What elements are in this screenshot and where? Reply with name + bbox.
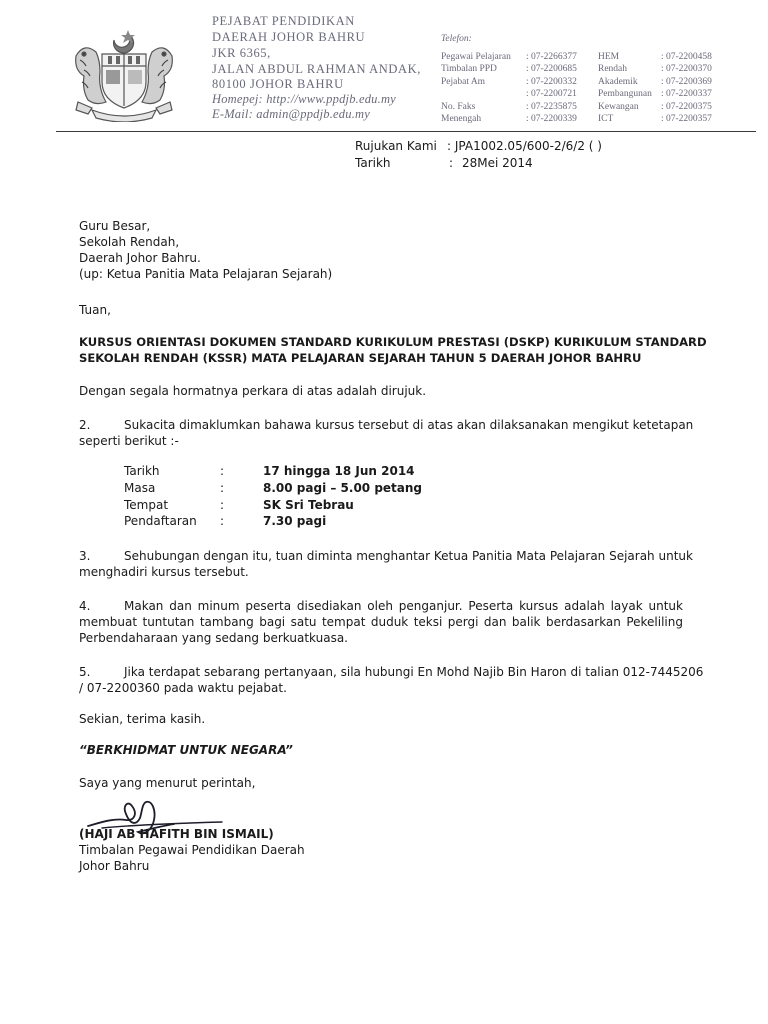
phones-right-labels — [598, 51, 652, 125]
office-email: E-Mail: admin@ppdjb.edu.my — [212, 107, 370, 121]
telefon-heading: Telefon: — [441, 34, 472, 44]
phone-label: Pejabat Am — [441, 76, 486, 87]
para-number: 4. — [79, 599, 91, 613]
letterhead-divider — [56, 131, 756, 132]
signatory-name: (HAJI AB HAFITH BIN ISMAIL) — [79, 827, 274, 841]
recipient-line: (up: Ketua Panitia Mata Pelajaran Sejarah) — [79, 267, 333, 281]
paragraph-2-line: Sukacita dimaklumkan bahawa kursus tersebut di atas akan dilaksanakan mengikut ketetapan — [124, 418, 694, 432]
closing-line: Sekian, terima kasih. — [79, 712, 206, 726]
phone-label: Rendah — [598, 64, 628, 75]
phone-number: : 07-2200685 — [526, 64, 577, 75]
phone-label — [441, 88, 511, 100]
phone-label: HEM — [598, 52, 620, 62]
paragraph-5-line: / 07-2200360 pada waktu pejabat. — [79, 681, 287, 695]
phone-number: : 07-2200332 — [526, 76, 577, 87]
detail-colon: : — [220, 481, 225, 495]
phone-number: : 07-2266377 — [526, 52, 577, 62]
phone-number: : 07-2200337 — [661, 89, 712, 100]
sign-off: Saya yang menurut perintah, — [79, 776, 256, 790]
detail-label: Pendaftaran — [124, 514, 197, 528]
detail-label: Masa — [124, 481, 156, 495]
salutation: Tuan, — [79, 303, 111, 317]
office-address-line: JALAN ABDUL RAHMAN ANDAK, — [212, 62, 421, 76]
office-name-line: PEJABAT PENDIDIKAN — [212, 14, 355, 28]
coat-of-arms-logo — [62, 26, 186, 122]
phones-left-labels — [441, 51, 511, 125]
rujukan-label: Rujukan Kami — [355, 139, 437, 153]
phone-number: : 07-2235875 — [526, 101, 577, 112]
phone-number: : 07-2200369 — [661, 76, 712, 87]
phone-label: Kewangan — [598, 101, 639, 112]
detail-label: Tempat — [124, 498, 169, 512]
phone-label: Pegawai Pelajaran — [441, 52, 511, 62]
paragraph-4-line: membuat tuntutan tambang bagi satu tempat duduk teksi pergi dan balik berdasarkan Pekeliling — [79, 615, 683, 629]
rujukan-value: : JPA1002.05/600-2/6/2 ( ) — [447, 139, 602, 153]
tarikh-value: 28Mei 2014 — [462, 156, 533, 170]
paragraph-5-line: Jika terdapat sebarang pertanyaan, sila hubungi En Mohd Najib Bin Haron di talian 012-7445206 — [124, 665, 704, 679]
phone-label: Menengah — [441, 113, 482, 124]
phone-label: ICT — [598, 113, 614, 124]
phone-number: : 07-2200721 — [526, 89, 577, 100]
signatory-place: Johor Bahru — [79, 859, 150, 873]
para-number: 3. — [79, 549, 91, 563]
detail-value: 17 hingga 18 Jun 2014 — [263, 464, 415, 478]
detail-value: 7.30 pagi — [263, 514, 327, 528]
phone-label: Akademik — [598, 76, 638, 87]
recipient-line: Daerah Johor Bahru. — [79, 251, 201, 265]
phone-number: : 07-2200370 — [661, 64, 712, 75]
detail-value: SK Sri Tebrau — [263, 498, 354, 512]
detail-label: Tarikh — [124, 464, 160, 478]
office-homepage: Homepej: http://www.ppdjb.edu.my — [212, 92, 396, 106]
signatory-title: Timbalan Pegawai Pendidikan Daerah — [79, 843, 305, 857]
office-postcode-line: 80100 JOHOR BAHRU — [212, 77, 344, 91]
detail-value: 8.00 pagi – 5.00 petang — [263, 481, 423, 495]
phone-number: : 07-2200357 — [661, 113, 712, 124]
subject-line: KURSUS ORIENTASI DOKUMEN STANDARD KURIKULUM PRESTASI (DSKP) KURIKULUM STANDARD — [79, 335, 707, 349]
recipient-line: Sekolah Rendah, — [79, 235, 180, 249]
phones-left-numbers — [526, 51, 577, 125]
phone-number: : 07-2200375 — [661, 101, 712, 112]
office-district-line: DAERAH JOHOR BAHRU — [212, 30, 366, 44]
paragraph-3-line: Sehubungan dengan itu, tuan diminta menghantar Ketua Panitia Mata Pelajaran Sejarah untuk — [124, 549, 693, 563]
paragraph-2-line: seperti berikut :- — [79, 434, 179, 448]
paragraph-3-line: menghadiri kursus tersebut. — [79, 565, 249, 579]
phone-label: Timbalan PPD — [441, 64, 497, 75]
phone-label: Pembangunan — [598, 89, 652, 100]
para-number: 2. — [79, 418, 91, 432]
tarikh-colon: : — [449, 156, 454, 170]
paragraph-4-line: Perbendaharaan yang sedang berkuatkuasa. — [79, 631, 348, 645]
recipient-line: Guru Besar, — [79, 219, 151, 233]
phones-right-numbers — [661, 51, 712, 125]
phone-number: : 07-2200339 — [526, 113, 577, 124]
opening-paragraph: Dengan segala hormatnya perkara di atas adalah dirujuk. — [79, 384, 427, 398]
detail-colon: : — [220, 514, 225, 528]
detail-colon: : — [220, 498, 225, 512]
phone-label: No. Faks — [441, 101, 476, 112]
paragraph-4-line: Makan dan minum peserta disediakan oleh penganjur. Peserta kursus adalah layak untuk — [124, 599, 683, 613]
phone-number: : 07-2200458 — [661, 52, 712, 62]
subject-line: SEKOLAH RENDAH (KSSR) MATA PELAJARAN SEJARAH TAHUN 5 DAERAH JOHOR BAHRU — [79, 351, 642, 365]
office-address-line: JKR 6365, — [212, 46, 271, 60]
para-number: 5. — [79, 665, 91, 679]
tarikh-label: Tarikh — [355, 156, 391, 170]
motto: “BERKHIDMAT UNTUK NEGARA” — [79, 743, 293, 757]
detail-colon: : — [220, 464, 225, 478]
